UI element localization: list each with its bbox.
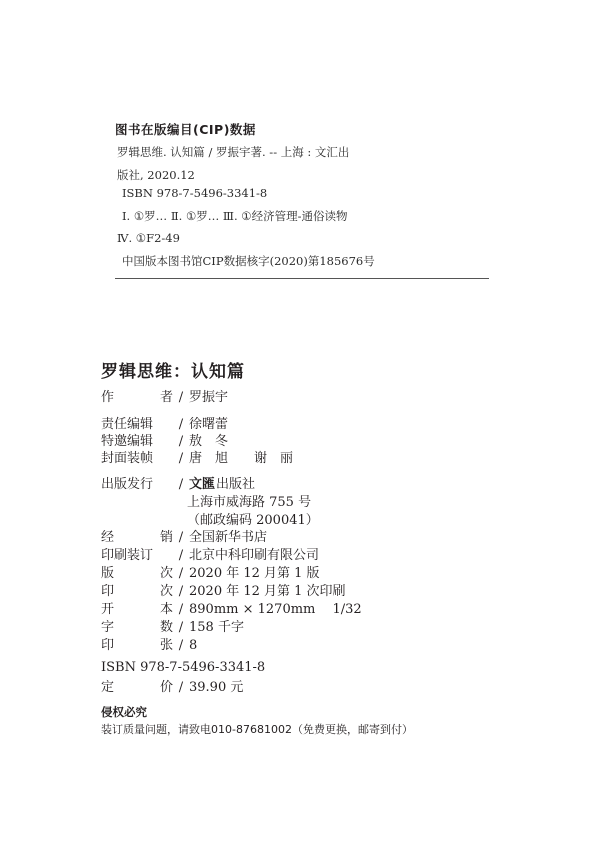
cip-line-2: 版社, 2020.12 [117,168,195,182]
words-row: 字 数 / 158 千字 [101,620,244,635]
sheets-value: 8 [189,638,198,653]
publisher-logo: 文匯 [189,477,216,492]
publisher-name-suffix: 出版社 [216,477,256,492]
book-title: 罗辑思维：认知篇 [101,362,245,382]
distributor-row: 经 销 / 全国新华书店 [101,530,268,545]
cover-design-value: 唐 旭 谢 丽 [189,451,294,466]
rights-heading: 侵权必究 [101,705,147,719]
author-row: 作 者 / 罗振宇 [101,390,229,405]
edition-row: 版 次 / 2020 年 12 月第 1 版 [101,566,320,581]
printing-row: 印 次 / 2020 年 12 月第 1 次印刷 [101,584,346,599]
sheets-row: 印 张 / 8 [101,638,198,653]
publisher-address: 上海市威海路 755 号 [187,495,312,510]
editor-row: 责任编辑 / 徐曙蕾 [101,417,229,432]
printer-value: 北京中科印刷有限公司 [189,548,320,563]
cover-design-row: 封面装帧 / 唐 旭 谢 丽 [101,451,294,466]
rights-notice: 装订质量问题，请致电010-87681002（免费更换，邮寄到付） [101,723,413,736]
invited-editor-row: 特邀编辑 / 敖 冬 [101,434,229,449]
cip-heading: 图书在版编目(CIP)数据 [115,122,256,137]
price-value: 39.90 元 [189,680,244,695]
book-isbn: ISBN 978-7-5496-3341-8 [101,660,266,675]
divider [115,278,489,279]
cip-line-1: 罗辑思维. 认知篇 / 罗振宇著. -- 上海 : 文汇出 [117,145,350,159]
cip-classification-2: Ⅳ. ①F2-49 [117,231,180,245]
cip-isbn: ISBN 978-7-5496-3341-8 [122,186,268,200]
editor-value: 徐曙蕾 [189,417,229,432]
price-row: 定 价 / 39.90 元 [101,680,244,695]
author-value: 罗振宇 [189,390,229,405]
words-value: 158 千字 [189,620,244,635]
invited-editor-value: 敖 冬 [189,434,229,449]
cip-number: 中国版本图书馆CIP数据核字(2020)第185676号 [122,254,375,268]
format-row: 开 本 / 890mm × 1270mm 1/32 [101,602,362,617]
printer-row: 印刷装订 / 北京中科印刷有限公司 [101,548,320,563]
publisher-row: 出版发行 / 文匯出版社 [101,477,256,492]
publisher-postcode: （邮政编码 200041） [187,513,319,528]
printing-value: 2020 年 12 月第 1 次印刷 [189,584,346,599]
edition-value: 2020 年 12 月第 1 版 [189,566,320,581]
format-value: 890mm × 1270mm 1/32 [189,602,362,617]
distributor-value: 全国新华书店 [189,530,268,545]
cip-classification-1: Ⅰ. ①罗… Ⅱ. ①罗… Ⅲ. ①经济管理-通俗读物 [122,209,348,223]
